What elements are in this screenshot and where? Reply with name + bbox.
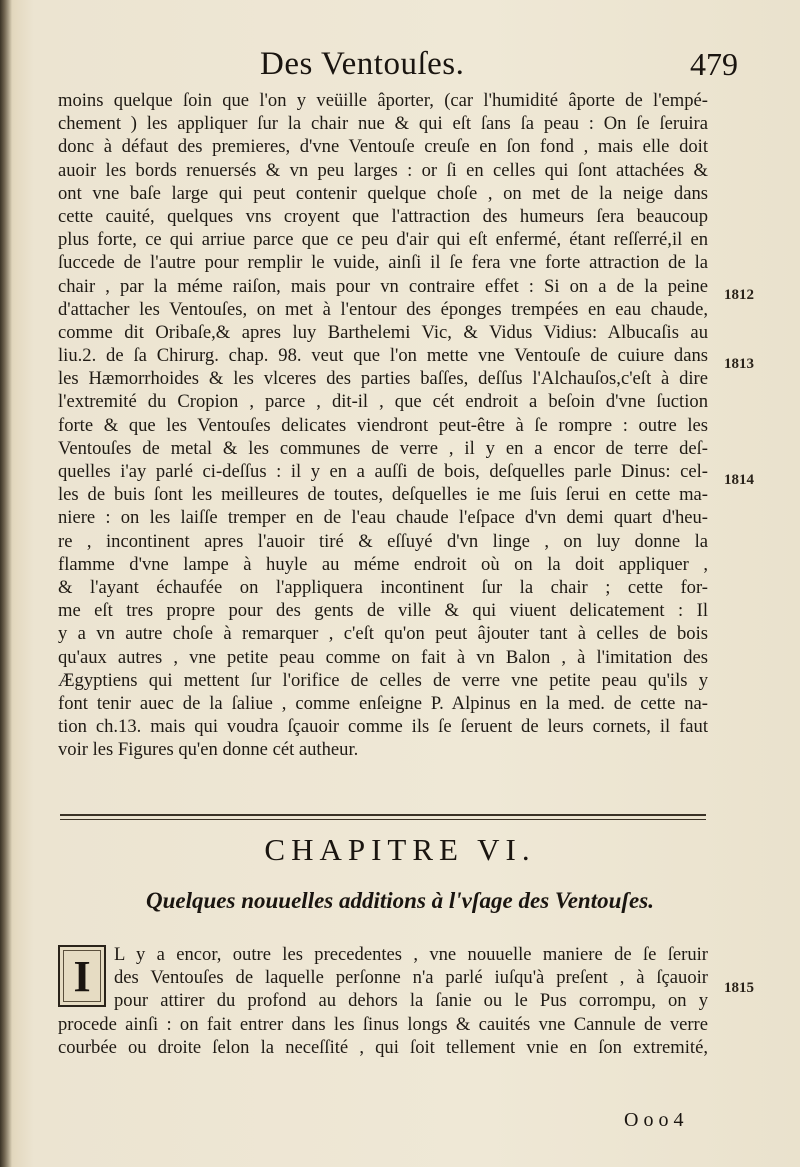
text-line: les de buis ſont les meilleures de toutes, deſquelles ie me ſuis ſerui en cette ma-: [58, 484, 708, 506]
text-line: tion ch.13. mais qui voudra ſçauoir comme ils ſe ſeruent de leurs cornets, il faut: [58, 716, 708, 738]
running-head: Des Ventouſes.: [260, 46, 465, 82]
section-rule: [60, 819, 706, 820]
text-line: ſuccede de l'autre pour remplir le vuide, ainſi il ſe fera vne forte attraction de la: [58, 252, 708, 274]
chapter-body: [58, 943, 708, 1059]
text-line: chair , par la méme raiſon, mais pour vn contraire effet : Si on a de la peine: [58, 275, 708, 297]
text-line: plus forte, ce qui arriue parce que ce peu d'air qui eſt enfermé, étant reſſerré,il en: [58, 229, 708, 251]
text-line: les Hæmorrhoides & les vlceres des parties baſſes, deſſus l'Alchauſos,c'eſt à dire: [58, 368, 708, 390]
text-line: flamme d'vne lampe à huyle au méme endroit où on la doit appliquer ,: [58, 553, 708, 575]
text-line: auoir les bords renuersés & vn peu larges : or ſi en celles qui ſont attachées &: [58, 159, 708, 181]
text-line: chement ) les appliquer ſur la chair nue & qui eſt ſans ſa peau : On ſe ſeruira: [58, 113, 708, 135]
text-line: L y a encor, outre les precedentes , vne nouuelle maniere de ſe ſeruir: [114, 944, 708, 965]
text-line: procede ainſi : on fait entrer dans les ſinus longs & cauités vne Cannule de verre: [58, 1013, 708, 1035]
text-line: qu'aux autres , vne petite peau comme on fait à vn Balon , à l'imitation des: [58, 646, 708, 668]
text-line: comme dit Oribaſe,& apres luy Barthelemi Vic, & Vidus Vidius: Albucaſis au: [58, 321, 708, 343]
text-line: moins quelque ſoin que l'on y veüille âporter, (car l'humidité âporte de l'empé-: [58, 90, 708, 111]
binding-gutter: [0, 0, 12, 1167]
text-line: forte & que les Ventouſes delicates viendront peut-être à ſe rompre : outre les: [58, 414, 708, 436]
text-line: re , incontinent apres l'auoir tiré & eſſuyé d'vn linge , on luy donne la: [58, 530, 708, 552]
text-line: Ægyptiens qui mettent ſur l'orifice de celles de verre vne petite peau qu'ils y: [58, 669, 708, 691]
text-line: liu.2. de ſa Chirurg. chap. 98. veut que l'on mette vne Ventouſe de cuiure dans: [58, 345, 708, 367]
text-line: donc à défaut des premieres, d'vne Ventouſe creuſe en ſon fond , mais elle doit: [58, 136, 708, 158]
text-line: quelles i'ay parlé ci-deſſus : il y en a auſſi de bois, deſquelles parle Dinus: cel-: [58, 461, 708, 482]
text-line: Ventouſes de metal & les communes de verre , il y en a encor de terre deſ-: [58, 437, 708, 459]
text-line: niere : on les laiſſe tremper en de l'eau chaude l'eſpace d'vn demi quart d'heu-: [58, 507, 708, 529]
margin-number: 1815: [724, 980, 754, 996]
text-line: courbée ou droite ſelon la neceſſité , qui ſoit tellement vnie en ſon extremité,: [58, 1036, 708, 1058]
drop-cap-letter: I: [73, 951, 91, 1001]
chapter-title: CHAPITRE VI.: [264, 832, 536, 867]
text-line: pour attirer du profond au dehors la ſanie ou le Pus corrompu, on y: [114, 990, 708, 1012]
text-line: font tenir auec de la ſaliue , comme enſeigne P. Alpinus en la med. de cette na-: [58, 692, 708, 714]
margin-number: 1814: [724, 472, 754, 488]
text-line: & l'ayant échaufée on l'appliquera incontinent ſur la chair ; cette for-: [58, 576, 708, 598]
section-rule: [60, 814, 706, 816]
text-line: l'extremité du Cropion , parce , dit-il , que cét endroit a beſoin d'vne ſuction: [58, 391, 708, 413]
page-header: [0, 42, 800, 86]
text-line: ont vne baſe large qui peut contenir quelque choſe , on met de la neige dans: [58, 182, 708, 204]
text-line: cette cauité, quelques vns croyent que l'attraction des humeurs ſera beaucoup: [58, 205, 708, 227]
text-line: me eſt tres propre pour des gents de ville & qui viuent delicatement : Il: [58, 600, 708, 622]
margin-number: 1813: [724, 356, 754, 372]
text-line: d'attacher les Ventouſes, on met à l'entour des éponges trempées en eau chaude,: [58, 298, 708, 320]
text-line: des Ventouſes de laquelle perſonne n'a parlé iuſqu'à preſent , à ſçauoir: [114, 967, 708, 989]
margin-number: 1812: [724, 287, 754, 303]
page-number: 479: [690, 46, 738, 82]
text-line: voir les Figures qu'en donne cét autheur.: [58, 739, 359, 761]
chapter-subtitle: Quelques nouuelles additions à l'vſage des Ventouſes.: [146, 888, 654, 913]
text-line: y a vn autre choſe à remarquer , c'eſt qu'on peut âjouter tant à celles de bois: [58, 623, 708, 645]
body-text: [58, 89, 708, 761]
catchword: O o o 4: [624, 1109, 684, 1131]
